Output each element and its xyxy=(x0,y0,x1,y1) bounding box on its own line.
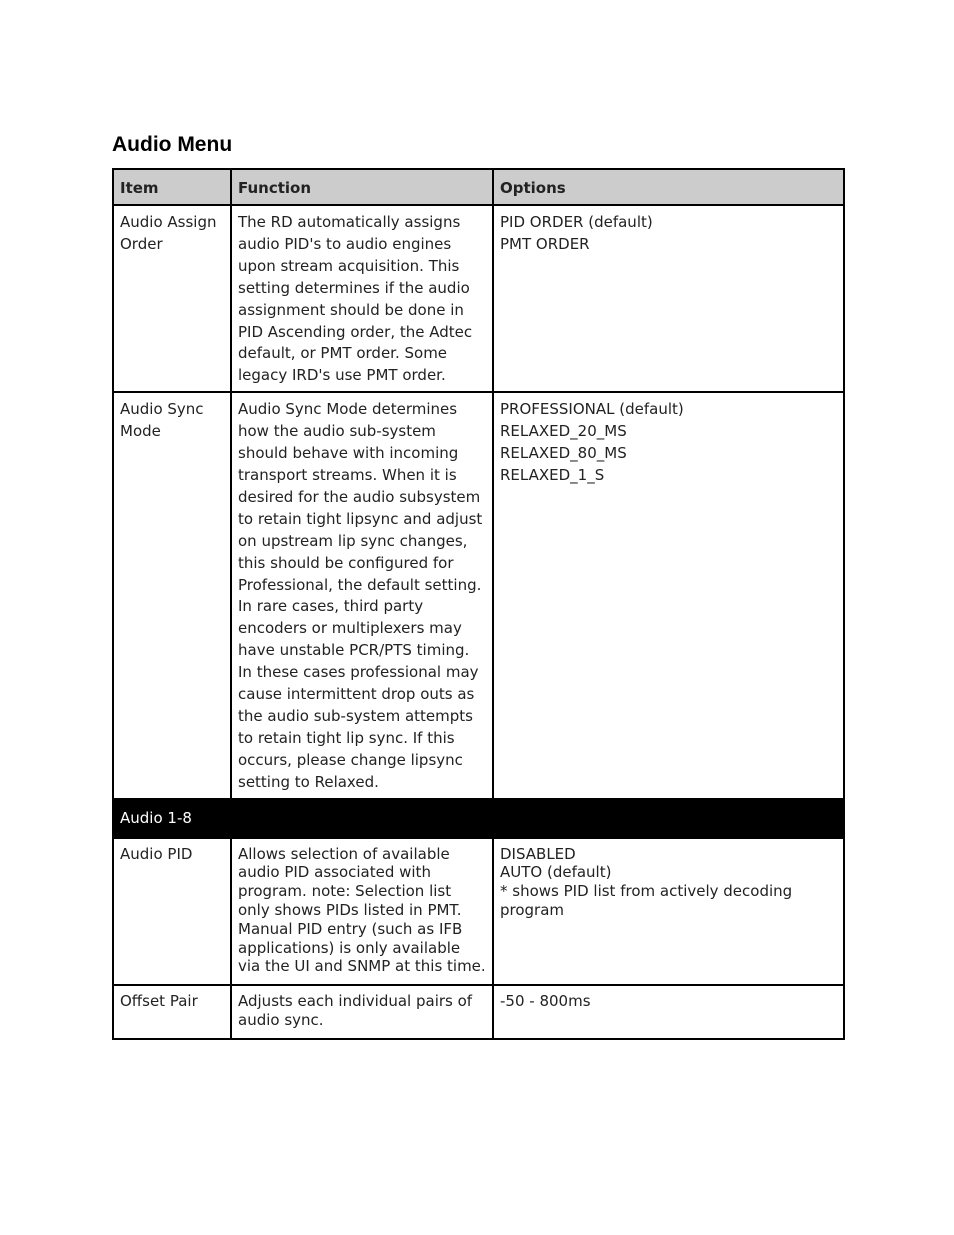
function-cell: Adjusts each individual pairs of audio sync. xyxy=(231,985,493,1039)
options-cell xyxy=(493,392,844,798)
table-row xyxy=(113,838,844,986)
item-cell: Audio PID xyxy=(113,838,231,986)
item-cell: Audio Assign Order xyxy=(113,205,231,392)
item-cell: Offset Pair xyxy=(113,985,231,1039)
option-value: RELAXED_20_MS xyxy=(500,422,627,441)
function-cell: Allows selection of available audio PID associated with program. note: Selection list only shows PIDs listed in PMT. Manual PID entry (such as IFB applications) is only available via the UI and SNMP at this time. xyxy=(231,838,493,986)
option-value: PMT ORDER xyxy=(500,234,590,253)
section-title: Audio 1-8 xyxy=(113,799,844,838)
item-cell: Audio Sync Mode xyxy=(113,392,231,798)
table-row xyxy=(113,392,844,798)
option-value: * shows PID list from actively decoding program xyxy=(500,882,793,919)
options-cell xyxy=(493,838,844,986)
option-value: PROFESSIONAL (default) xyxy=(500,400,684,419)
table-row xyxy=(113,985,844,1039)
audio-menu-table xyxy=(112,168,845,1040)
table-header-row xyxy=(113,169,844,205)
table-row xyxy=(113,205,844,392)
page-title: Audio Menu xyxy=(112,133,233,156)
function-cell: Audio Sync Mode determines how the audio sub-system should behave with incoming transport streams. When it is desired for the audio subsystem to retain tight lipsync and adjust on upstream lip sync changes, this should be configured for Professional, the default setting. In rare cases, third party encoders or multiplexers may have unstable PCR/PTS timing. In these cases professional may cause intermittent drop outs as the audio sub-system attempts to retain tight lip sync. If this occurs, please change lipsync setting to Relaxed. xyxy=(231,392,493,798)
column-header-item: Item xyxy=(113,169,231,205)
section-header-row xyxy=(113,799,844,838)
option-value: -50 - 800ms xyxy=(500,992,591,1011)
option-value: RELAXED_1_S xyxy=(500,465,605,484)
options-cell xyxy=(493,205,844,392)
option-value: AUTO (default) xyxy=(500,863,612,882)
option-value: DISABLED xyxy=(500,844,576,863)
column-header-options: Options xyxy=(493,169,844,205)
function-cell: The RD automatically assigns audio PID's to audio engines upon stream acquisition. This setting determines if the audio assignment should be done in PID Ascending order, the Adtec default, or PMT order. Some legacy IRD's use PMT order. xyxy=(231,205,493,392)
options-cell xyxy=(493,985,844,1039)
option-value: PID ORDER (default) xyxy=(500,213,653,231)
column-header-function: Function xyxy=(231,169,493,205)
option-value: RELAXED_80_MS xyxy=(500,444,627,463)
